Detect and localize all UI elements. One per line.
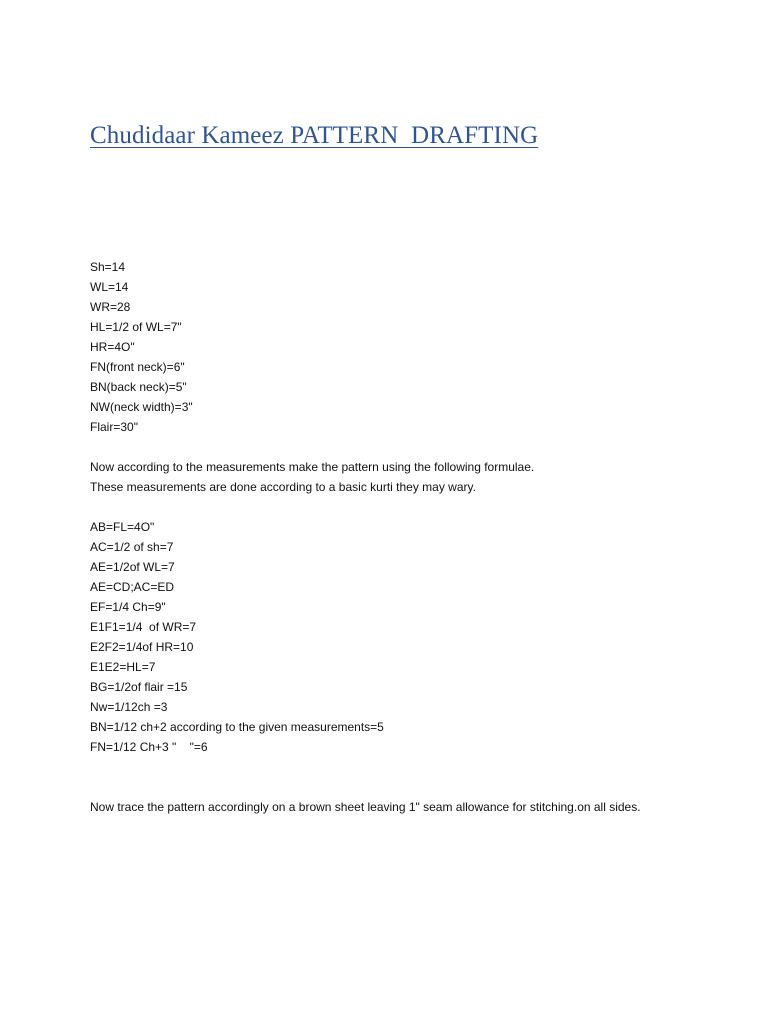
formula-line: E1F1=1/4 of WR=7 — [90, 620, 197, 634]
measurement-line: WL=14 — [90, 280, 129, 294]
formula-line: AC=1/2 of sh=7 — [90, 540, 174, 554]
formula-line: BG=1/2of flair =15 — [90, 680, 188, 694]
formula-line: FN=1/12 Ch+3 " "=6 — [90, 740, 208, 754]
measurement-line: BN(back neck)=5" — [90, 380, 187, 394]
measurement-line: HR=4O" — [90, 340, 135, 354]
formula-line: AE=1/2of WL=7 — [90, 560, 175, 574]
measurement-line: NW(neck width)=3" — [90, 400, 193, 414]
closing-line: Now trace the pattern accordingly on a brown sheet leaving 1" seam allowance for stitching.on all sides. — [90, 800, 641, 814]
formulae-list — [90, 517, 384, 757]
formula-line: EF=1/4 Ch=9" — [90, 600, 166, 614]
document-title: Chudidaar Kameez PATTERN DRAFTING — [90, 122, 539, 149]
intro-paragraph — [90, 457, 534, 497]
intro-line: Now according to the measurements make the pattern using the following formulae. — [90, 460, 535, 474]
measurement-line: Flair=30" — [90, 420, 138, 434]
measurement-line: HL=1/2 of WL=7" — [90, 320, 182, 334]
measurements-list — [90, 257, 193, 437]
measurement-line: FN(front neck)=6" — [90, 360, 185, 374]
measurement-line: WR=28 — [90, 300, 131, 314]
closing-paragraph — [90, 797, 641, 817]
formula-line: Nw=1/12ch =3 — [90, 700, 168, 714]
intro-line: These measurements are done according to a basic kurti they may wary. — [90, 480, 476, 494]
measurement-line: Sh=14 — [90, 260, 126, 274]
formula-line: AE=CD;AC=ED — [90, 580, 175, 594]
formula-line: BN=1/12 ch+2 according to the given measurements=5 — [90, 720, 384, 734]
formula-line: E1E2=HL=7 — [90, 660, 156, 674]
formula-line: E2F2=1/4of HR=10 — [90, 640, 194, 654]
formula-line: AB=FL=4O" — [90, 520, 155, 534]
